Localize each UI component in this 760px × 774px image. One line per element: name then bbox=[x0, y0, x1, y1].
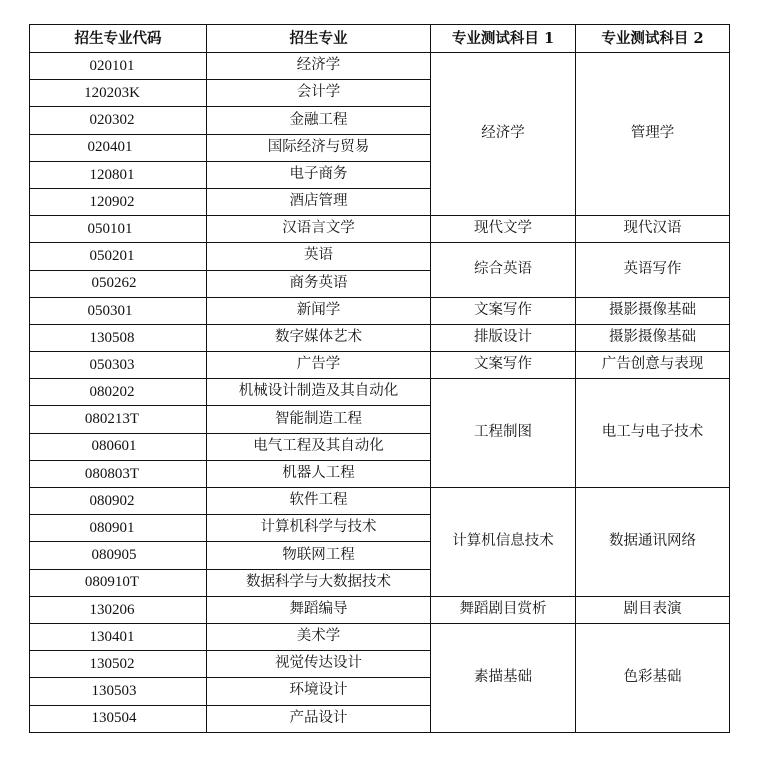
major-code-cell bbox=[30, 297, 207, 324]
major-code: 020101 bbox=[89, 57, 135, 74]
major-name: 广告学 bbox=[207, 352, 431, 379]
major-name: 产品设计 bbox=[207, 705, 431, 732]
major-code-cell bbox=[30, 188, 207, 215]
major-name: 电气工程及其自动化 bbox=[207, 433, 431, 460]
major-code: 130508 bbox=[89, 329, 135, 346]
major-code: 050301 bbox=[87, 302, 133, 319]
major-code-cell bbox=[30, 651, 207, 678]
major-code: 130504 bbox=[91, 710, 137, 727]
major-name: 数字媒体艺术 bbox=[207, 324, 431, 351]
test-subject-1: 工程制图 bbox=[431, 379, 576, 488]
major-code-cell bbox=[30, 596, 207, 623]
test-subject-2: 广告创意与表现 bbox=[576, 352, 730, 379]
major-code-cell bbox=[30, 542, 207, 569]
major-code: 080213T bbox=[84, 411, 140, 428]
major-code: 050303 bbox=[89, 356, 135, 373]
major-code-cell bbox=[30, 379, 207, 406]
test-subject-1: 文案写作 bbox=[431, 297, 576, 324]
major-name: 商务英语 bbox=[207, 270, 431, 297]
table-row bbox=[30, 488, 730, 515]
major-code-cell bbox=[30, 406, 207, 433]
major-code: 130206 bbox=[89, 601, 135, 618]
test-subject-1: 文案写作 bbox=[431, 352, 576, 379]
majors-table bbox=[29, 24, 730, 733]
major-name: 电子商务 bbox=[207, 161, 431, 188]
major-code-cell bbox=[30, 678, 207, 705]
major-code: 050101 bbox=[87, 220, 133, 237]
major-name: 美术学 bbox=[207, 623, 431, 650]
major-code-cell bbox=[30, 270, 207, 297]
test-subject-2: 管理学 bbox=[576, 53, 730, 216]
major-code: 130503 bbox=[91, 683, 137, 700]
major-name: 数据科学与大数据技术 bbox=[207, 569, 431, 596]
major-code-cell bbox=[30, 515, 207, 542]
major-code: 080905 bbox=[91, 547, 137, 564]
table-row bbox=[30, 297, 730, 324]
major-name: 计算机科学与技术 bbox=[207, 515, 431, 542]
major-code-cell bbox=[30, 623, 207, 650]
test-subject-2: 剧目表演 bbox=[576, 596, 730, 623]
major-code-cell bbox=[30, 80, 207, 107]
test-subject-1: 素描基础 bbox=[431, 623, 576, 732]
table-row bbox=[30, 596, 730, 623]
major-name: 智能制造工程 bbox=[207, 406, 431, 433]
major-name: 英语 bbox=[207, 243, 431, 270]
table-row bbox=[30, 623, 730, 650]
table-row bbox=[30, 216, 730, 243]
major-name: 机器人工程 bbox=[207, 460, 431, 487]
major-name: 国际经济与贸易 bbox=[207, 134, 431, 161]
major-code: 080902 bbox=[89, 492, 135, 509]
test-subject-1: 综合英语 bbox=[431, 243, 576, 297]
major-code: 120902 bbox=[89, 193, 135, 210]
table-row bbox=[30, 243, 730, 270]
major-code-cell bbox=[30, 569, 207, 596]
test-subject-1: 经济学 bbox=[431, 53, 576, 216]
header-test-subject-2: 专业测试科目 2 bbox=[576, 25, 730, 53]
header-major-name: 招生专业 bbox=[207, 25, 431, 53]
major-name: 舞蹈编导 bbox=[207, 596, 431, 623]
major-code-cell bbox=[30, 216, 207, 243]
major-code: 050201 bbox=[89, 248, 135, 265]
test-subject-2: 摄影摄像基础 bbox=[576, 324, 730, 351]
major-code-cell bbox=[30, 107, 207, 134]
major-code: 130502 bbox=[89, 655, 135, 672]
test-subject-2: 现代汉语 bbox=[576, 216, 730, 243]
header-row bbox=[30, 25, 730, 53]
major-name: 软件工程 bbox=[207, 488, 431, 515]
major-code: 080202 bbox=[89, 384, 135, 401]
test-subject-2: 数据通讯网络 bbox=[576, 488, 730, 597]
major-code-cell bbox=[30, 243, 207, 270]
major-code-cell bbox=[30, 488, 207, 515]
header-major-code: 招生专业代码 bbox=[30, 25, 207, 53]
test-subject-1: 计算机信息技术 bbox=[431, 488, 576, 597]
major-name: 会计学 bbox=[207, 80, 431, 107]
major-code: 080910T bbox=[84, 574, 140, 591]
table-row bbox=[30, 379, 730, 406]
major-code-cell bbox=[30, 705, 207, 732]
test-subject-2: 色彩基础 bbox=[576, 623, 730, 732]
major-code: 130401 bbox=[89, 628, 135, 645]
table-body bbox=[30, 53, 730, 733]
test-subject-1: 舞蹈剧目赏析 bbox=[431, 596, 576, 623]
major-name: 新闻学 bbox=[207, 297, 431, 324]
test-subject-2: 电工与电子技术 bbox=[576, 379, 730, 488]
major-name: 酒店管理 bbox=[207, 188, 431, 215]
major-code: 080601 bbox=[91, 438, 137, 455]
major-code: 050262 bbox=[91, 275, 137, 292]
major-code-cell bbox=[30, 433, 207, 460]
major-code-cell bbox=[30, 134, 207, 161]
table-header bbox=[30, 25, 730, 53]
major-code: 020401 bbox=[87, 139, 133, 156]
major-name: 汉语言文学 bbox=[207, 216, 431, 243]
table-row bbox=[30, 324, 730, 351]
test-subject-2: 英语写作 bbox=[576, 243, 730, 297]
major-code-cell bbox=[30, 324, 207, 351]
major-name: 环境设计 bbox=[207, 678, 431, 705]
major-name: 经济学 bbox=[207, 53, 431, 80]
major-code: 080901 bbox=[89, 520, 135, 537]
major-name: 金融工程 bbox=[207, 107, 431, 134]
table-row bbox=[30, 352, 730, 379]
major-code-cell bbox=[30, 161, 207, 188]
test-subject-1: 排版设计 bbox=[431, 324, 576, 351]
major-code-cell bbox=[30, 352, 207, 379]
major-name: 物联网工程 bbox=[207, 542, 431, 569]
major-code: 020302 bbox=[89, 112, 135, 129]
major-code: 120801 bbox=[89, 166, 135, 183]
major-code-cell bbox=[30, 53, 207, 80]
test-subject-2: 摄影摄像基础 bbox=[576, 297, 730, 324]
major-name: 视觉传达设计 bbox=[207, 651, 431, 678]
major-name: 机械设计制造及其自动化 bbox=[207, 379, 431, 406]
major-code-cell bbox=[30, 460, 207, 487]
major-code: 120203K bbox=[84, 85, 140, 102]
test-subject-1: 现代文学 bbox=[431, 216, 576, 243]
major-code: 080803T bbox=[84, 465, 140, 482]
header-test-subject-1: 专业测试科目 1 bbox=[431, 25, 576, 53]
table-row bbox=[30, 53, 730, 80]
